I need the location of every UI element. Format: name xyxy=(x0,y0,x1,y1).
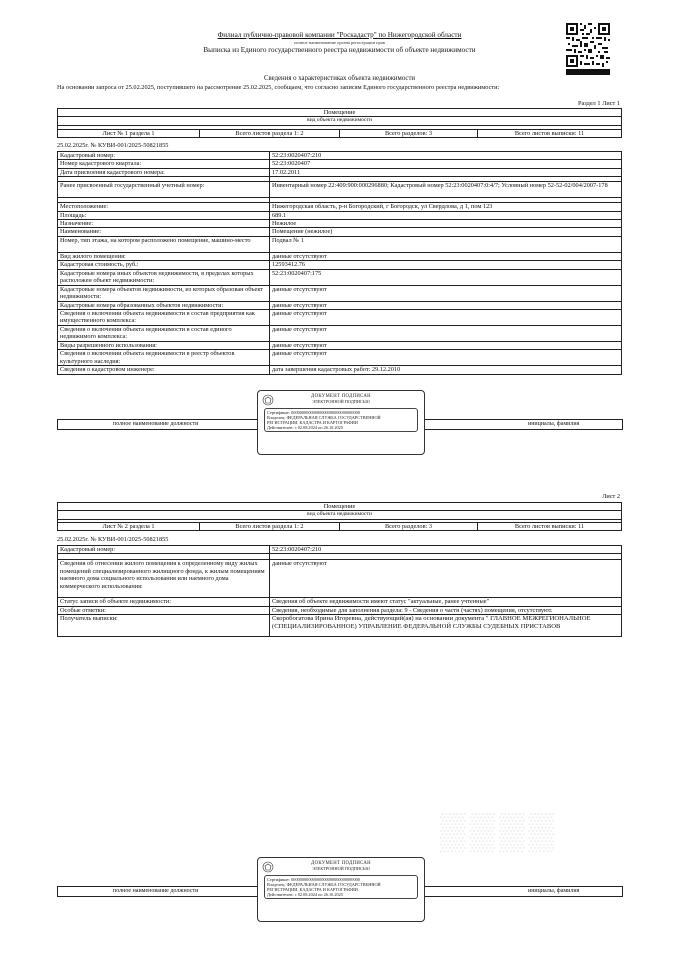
position-caption: полное наименование должности xyxy=(113,421,199,427)
row-label: Номер, тип этажа, на котором расположено помещение, машино-место xyxy=(58,236,270,252)
row-label: Местоположение: xyxy=(58,203,270,211)
row-value: Скоробогатова Ирина Игоревна, действующий(ая) на основании документа " ГЛАВНОЕ МЕЖРЕГИОНАЛЬНОЕ (СПЕЦИАЛИЗИРОВАННОЕ) УПРАВЛЕНИЕ ФЕДЕРАЛЬНОЙ СЛУЖБЫ СУДЕБНЫХ ПРИСТАВОВ xyxy=(270,615,622,637)
row-label: Кадастровые номера объектов недвижимости, из которых образован объект недвижимости: xyxy=(58,285,270,301)
stamp-title: ДОКУМЕНТ ПОДПИСАН xyxy=(311,394,371,399)
row-value: Нежилое xyxy=(270,220,622,228)
page1-doc-number: 25.02.2025г. № КУВИ-001/2025-50821855 xyxy=(57,142,169,149)
extract-sheets-total: Всего листов выписки: 11 xyxy=(478,129,622,137)
row-value: данные отсутствуют xyxy=(270,310,622,326)
request-text: На основании запроса от 25.02.2025, поступившего на рассмотрение 25.02.2025, сообщаем, что согласно записям Единого государственного реестра недвижимости: xyxy=(57,84,500,91)
stamp-certificate: Сертификат: 00000000000000000000000000000000 xyxy=(267,410,360,415)
row-label: Статус записи об объекте недвижимости: xyxy=(58,598,270,606)
stamp-details xyxy=(264,875,418,899)
initials-caption: инициалы, фамилия xyxy=(528,421,580,427)
row-label: Виды разрешенного использования: xyxy=(58,342,270,350)
row-value: данные отсутствуют xyxy=(270,301,622,309)
row-value: Инвентарный номер 22:409:900:000296880; Кадастровый номер 52:23:0020407:0:4/7; Условный номер 52-52-02/004/2007-178 xyxy=(270,182,622,198)
row-value: данные отсутствуют xyxy=(270,342,622,350)
initials-caption: инициалы, фамилия xyxy=(528,888,580,894)
row-value: Подвал № 1 xyxy=(270,236,622,252)
row-value: Сведения об объекте недвижимости имеют статус "актуальные, ранее учтенные" xyxy=(270,598,622,606)
electronic-signature-stamp xyxy=(257,857,425,922)
row-label: Сведения об отнесении жилого помещения к определенному виду жилых помещений специализированного жилищного фонда, к жилым помещениям наемного дома социального использования или наемного дома коммерческого использования: xyxy=(58,560,270,598)
row-label: Кадастровая стоимость, руб.: xyxy=(58,261,270,269)
row-value: Нижегородская область, р-н Богородский, г Богородск, ул Свердлова, д 1, пом 123 xyxy=(270,203,622,211)
page2-doc-number: 25.02.2025г. № КУВИ-001/2025-50821855 xyxy=(57,536,169,543)
row-label: Сведения о кадастровом инженере: xyxy=(58,366,270,374)
row-value: 17.02.2011 xyxy=(270,168,622,176)
page1-header-table xyxy=(57,108,622,138)
stamp-owner-cont: РЕГИСТРАЦИИ, КАДАСТРА И КАРТОГРАФИИ xyxy=(267,420,358,426)
row-value: 52:23:0020407:210 xyxy=(270,546,622,554)
row-label: Сведения о включении объекта недвижимости в состав единого недвижимого комплекса: xyxy=(58,326,270,342)
row-label: Получатель выписки: xyxy=(58,615,270,637)
document-title: Выписка из Единого государственного реестра недвижимости об объекте недвижимости xyxy=(203,46,476,54)
row-label: Кадастровый номер: xyxy=(58,152,270,160)
row-label: Назначение: xyxy=(58,220,270,228)
stamp-owner-cont: РЕГИСТРАЦИИ, КАДАСТРА И КАРТОГРАФИИ xyxy=(267,887,358,893)
row-value: данные отсутствуют xyxy=(270,252,622,260)
row-value: 12593412.76 xyxy=(270,261,622,269)
row-value: данные отсутствуют xyxy=(270,285,622,301)
stamp-validity: Действителен: с 02.08.2024 по 26.10.2025 xyxy=(267,425,343,431)
sections-total: Всего разделов: 3 xyxy=(340,129,478,137)
stamp-owner: Владелец: ФЕДЕРАЛЬНАЯ СЛУЖБА ГОСУДАРСТВЕННОЙ xyxy=(267,882,381,888)
object-type-caption: вид объекта недвижимости xyxy=(58,117,622,125)
row-label: Кадастровый номер: xyxy=(58,546,270,554)
position-caption: полное наименование должности xyxy=(113,888,199,894)
page2-header-table xyxy=(57,502,622,531)
page2-corner: Лист 2 xyxy=(602,493,620,500)
row-label: Кадастровые номера иных объектов недвижимости, в пределах которых расположен объект недвижимости: xyxy=(58,269,270,285)
org-name: Филиал публично-правовой компании "Роскадастр" по Нижегородской области xyxy=(217,31,462,39)
watermark: ▒▒▒▒ xyxy=(440,810,559,851)
row-value: 52:23:0020407 xyxy=(270,160,622,168)
stamp-owner: Владелец: ФЕДЕРАЛЬНАЯ СЛУЖБА ГОСУДАРСТВЕННОЙ xyxy=(267,415,381,421)
page1-corner: Раздел 1 Лист 1 xyxy=(577,100,620,107)
stamp-subtitle: ЭЛЕКТРОННОЙ ПОДПИСЬЮ xyxy=(312,399,370,405)
row-label: Ранее присвоенный государственный учетный номер: xyxy=(58,182,270,198)
sheets-total: Всего листов раздела 1: 2 xyxy=(200,522,340,530)
row-label: Сведения о включении объекта недвижимости в реестр объектов культурного наследия: xyxy=(58,350,270,366)
stamp-details xyxy=(264,408,418,432)
object-type-caption: вид объекта недвижимости xyxy=(58,511,622,519)
emblem-icon xyxy=(262,861,274,873)
stamp-validity: Действителен: с 02.08.2024 по 26.10.2025 xyxy=(267,892,343,898)
row-value: данные отсутствуют xyxy=(270,560,622,598)
extract-sheets-total: Всего листов выписки: 11 xyxy=(478,522,622,530)
row-label: Вид жилого помещения: xyxy=(58,252,270,260)
row-label: Сведения о включении объекта недвижимости в состав предприятия как имущественного комплекса: xyxy=(58,310,270,326)
row-value: дата завершения кадастровых работ: 29.12.2010 xyxy=(270,366,622,374)
emblem-icon xyxy=(262,394,274,406)
qr-code-icon xyxy=(566,23,610,75)
row-label: Кадастровые номера образованных объектов недвижимости: xyxy=(58,301,270,309)
row-value: 689.1 xyxy=(270,211,622,219)
row-value: 52:23:0020407:175 xyxy=(270,269,622,285)
row-value: Помещение (нежилое) xyxy=(270,228,622,236)
row-value: данные отсутствуют xyxy=(270,326,622,342)
stamp-subtitle: ЭЛЕКТРОННОЙ ПОДПИСЬЮ xyxy=(312,866,370,872)
electronic-signature-stamp xyxy=(257,390,425,455)
sections-total: Всего разделов: 3 xyxy=(340,522,478,530)
sheet-number: Лист № 1 раздела 1 xyxy=(58,129,200,137)
page1-data-table xyxy=(57,151,622,375)
row-label: Особые отметки: xyxy=(58,606,270,614)
row-value: 52:23:0020407:210 xyxy=(270,152,622,160)
object-type: Помещение xyxy=(58,109,622,117)
stamp-title: ДОКУМЕНТ ПОДПИСАН xyxy=(311,861,371,866)
row-label: Наименование: xyxy=(58,228,270,236)
row-value: Сведения, необходимые для заполнения раздела: 9 - Сведения о части (частях) помещения, отсутствуют. xyxy=(270,606,622,614)
row-label: Дата присвоения кадастрового номера: xyxy=(58,168,270,176)
row-value: данные отсутствуют xyxy=(270,350,622,366)
row-label: Площадь: xyxy=(58,211,270,219)
object-type: Помещение xyxy=(58,503,622,511)
sheets-total: Всего листов раздела 1: 2 xyxy=(200,129,340,137)
section-title: Сведения о характеристиках объекта недвижимости xyxy=(263,75,416,82)
org-caption: полное наименование органа регистрации прав xyxy=(294,40,385,45)
page2-data-table xyxy=(57,545,622,637)
row-label: Номер кадастрового квартала: xyxy=(58,160,270,168)
sheet-number: Лист № 2 раздела 1 xyxy=(58,522,200,530)
stamp-certificate: Сертификат: 00000000000000000000000000000000 xyxy=(267,877,360,882)
